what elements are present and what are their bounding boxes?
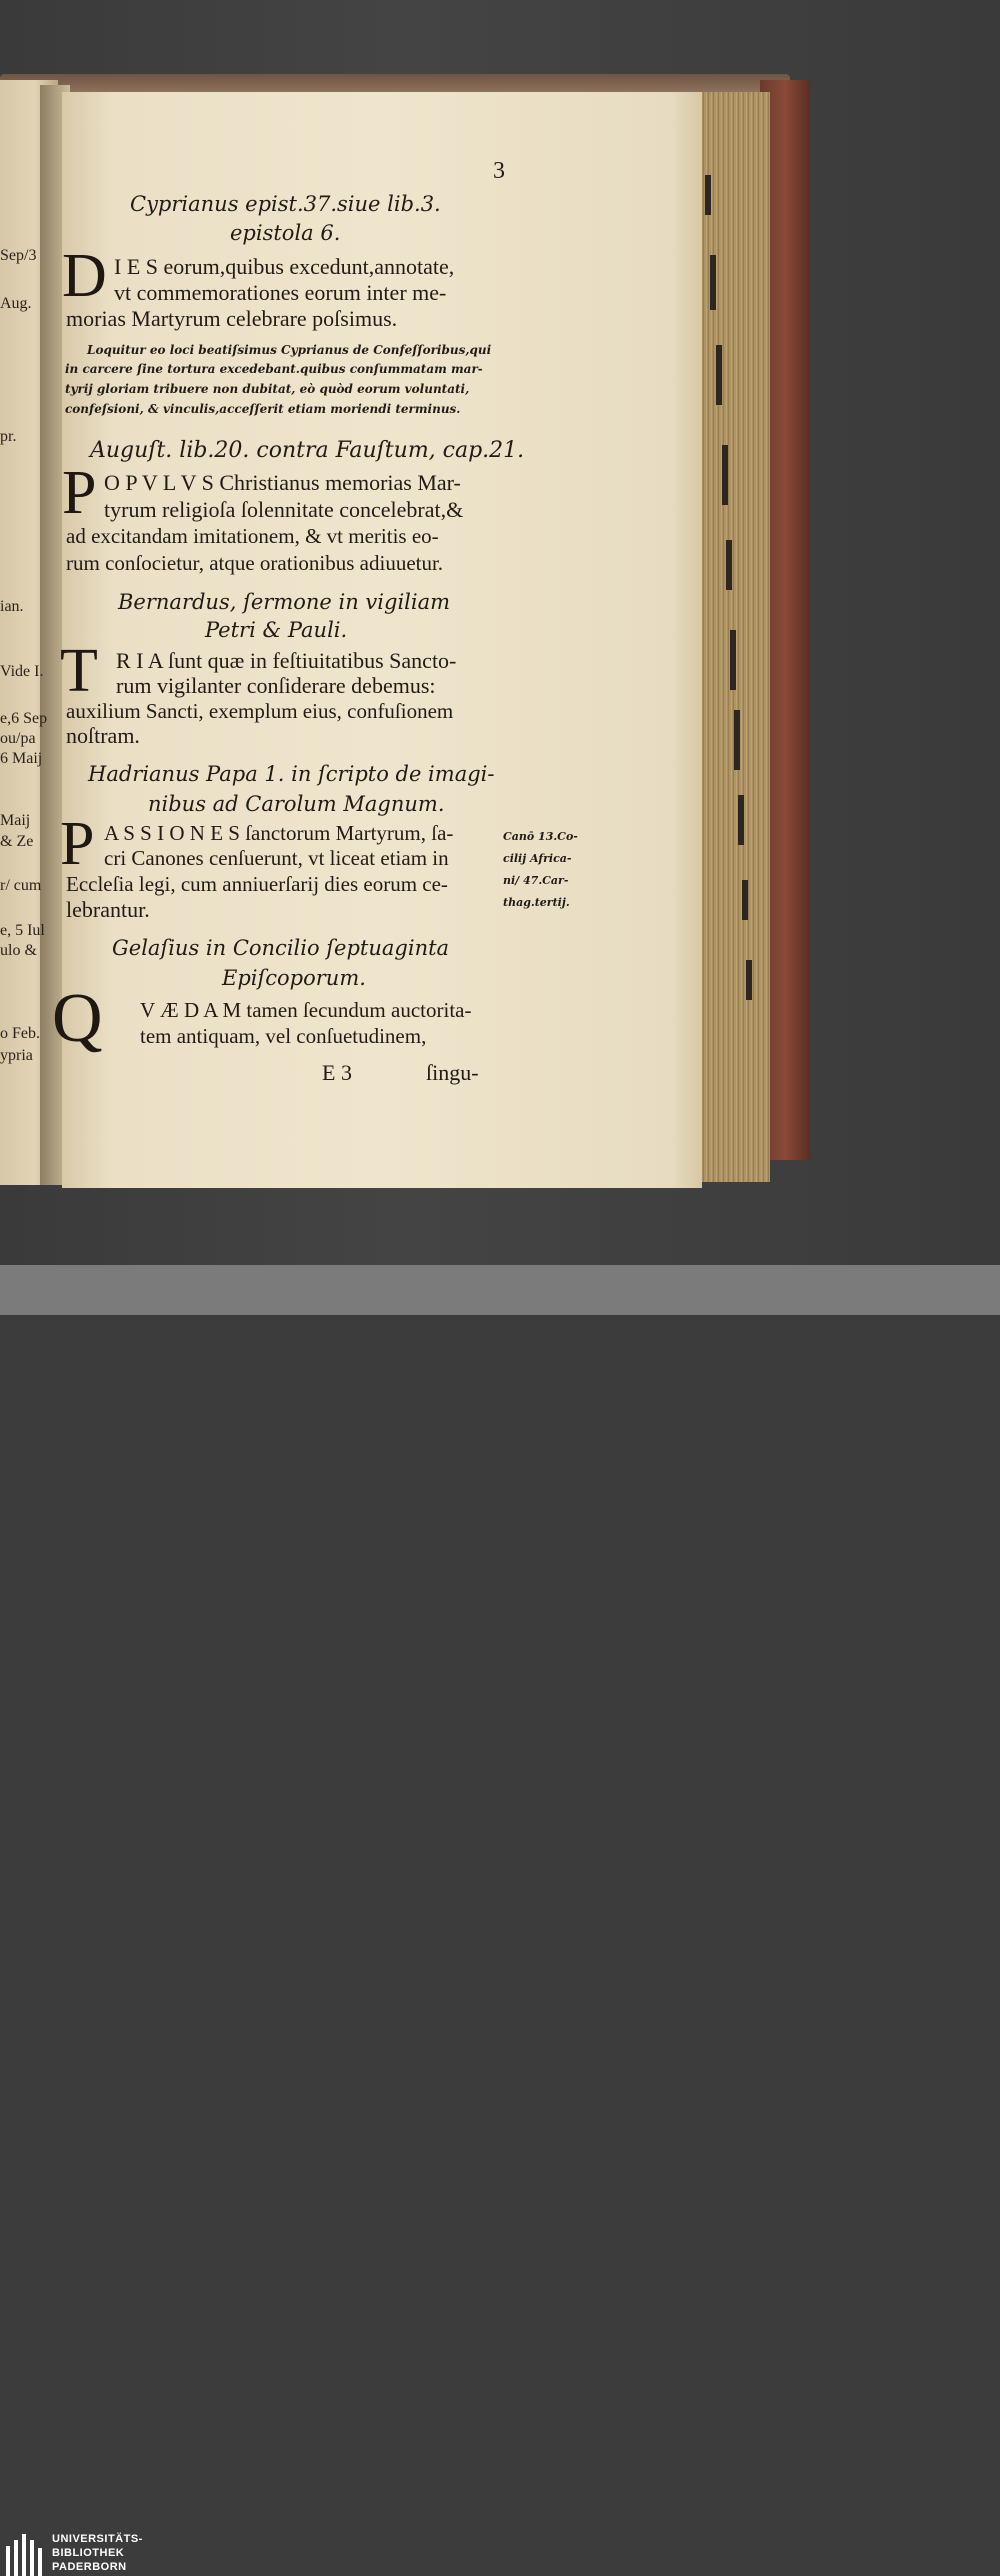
commentary-line: confeſsioni, & vinculis,acceſſerit etiam moriendi terminus. (65, 402, 461, 416)
section-heading: Cyprianus epist.37.siue lib.3. (130, 192, 441, 216)
commentary-line: in carcere ſine tortura excedebant.quibus conſummatam mar- (65, 362, 483, 376)
section-heading: Bernardus, ſermone in vigiliam (118, 590, 451, 614)
section-heading: Hadrianus Papa 1. in ſcripto de imagi- (88, 762, 495, 786)
text-line: rum vigilanter conſiderare debemus: (116, 673, 436, 698)
text-line: lebrantur. (66, 897, 150, 922)
text-line: O P V L V S Christianus memorias Mar- (104, 470, 461, 495)
left-fragment: pr. (0, 428, 17, 445)
page-tab (742, 880, 748, 920)
text-line: Eccleſia legi, cum anniuerſarij dies eorum ce- (66, 872, 448, 896)
page-tab (726, 540, 732, 590)
text-line: tem antiquam, vel conſuetudinem, (140, 1024, 427, 1048)
text-line: vt commemorationes eorum inter me- (114, 280, 447, 305)
marginal-note: Canō 13.Co- (503, 830, 578, 843)
text-line: R I A ſunt quæ in feſtiuitatibus Sancto- (116, 648, 457, 673)
page-tab (705, 175, 711, 215)
initial-letter: Q (52, 980, 103, 1057)
left-fragment: & Ze (0, 833, 34, 850)
library-name-line: UNIVERSITÄTS- (52, 2533, 143, 2545)
left-fragment: o Feb. (0, 1025, 40, 1042)
text-line: A S S I O N E S ſanctorum Martyrum, ſa- (104, 821, 454, 845)
section-heading: nibus ad Carolum Magnum. (148, 792, 445, 816)
page-tab (734, 710, 740, 770)
page-number: 3 (493, 158, 505, 184)
initial-letter: P (60, 810, 95, 878)
page-tab (710, 255, 716, 310)
section-heading: Petri & Pauli. (205, 618, 348, 642)
left-fragment: Sep/3 (0, 247, 37, 264)
section-heading: Epiſcoporum. (222, 966, 366, 990)
library-name-line: PADERBORN (52, 2561, 127, 2573)
text-line: morias Martyrum celebrare poſsimus. (66, 306, 398, 331)
text-line: ad excitandam imitationem, & vt meritis eo- (66, 524, 439, 548)
section-heading: Auguſt. lib.20. contra Fauſtum, cap.21. (90, 438, 525, 463)
library-name-line: BIBLIOTHEK (52, 2547, 125, 2559)
marginal-note: cilij Africa- (503, 852, 572, 865)
page-tab (746, 960, 752, 1000)
signature-mark: E 3 (322, 1060, 352, 1085)
text-line: noſtram. (66, 723, 140, 748)
scan-background (0, 0, 1000, 1265)
marginal-note: thag.tertij. (503, 896, 570, 909)
left-fragment: r/ cum (0, 877, 42, 894)
page-tab (716, 345, 722, 405)
left-fragment: Maij (0, 812, 31, 829)
commentary-line: Loquitur eo loci beatiſsimus Cyprianus de Confeſſoribus,qui (87, 343, 492, 357)
text-line: rum conſocietur, atque orationibus adiuuetur. (66, 551, 444, 575)
marginal-note: ni/ 47.Car- (503, 874, 569, 887)
library-logo-icon (6, 2534, 46, 2576)
initial-letter: D (62, 242, 107, 310)
text-line: tyrum religioſa ſolennitate concelebrat,& (104, 497, 464, 522)
catchword: ſingu- (426, 1060, 479, 1085)
text-line: I E S eorum,quibus excedunt,annotate, (114, 254, 455, 279)
text-line: auxilium Sancti, exemplum eius, confuſionem (66, 699, 454, 723)
initial-letter: P (62, 459, 97, 527)
footer-bar (0, 1265, 1000, 2573)
left-fragment: Aug. (0, 295, 32, 312)
left-fragment: e,6 Sep (0, 710, 48, 727)
left-fragment: e, 5 Iul (0, 922, 45, 939)
left-fragment: ypria (0, 1047, 33, 1064)
left-fragment: 6 Maij (0, 750, 43, 767)
page-tab (722, 445, 728, 505)
left-fragment: ian. (0, 598, 24, 615)
left-fragment: ou/pa (0, 730, 36, 747)
text-line: cri Canones cenſuerunt, vt liceat etiam in (104, 846, 449, 870)
commentary-line: tyrij gloriam tribuere non dubitat, eò quòd eorum voluntati, (65, 382, 470, 396)
section-heading: Gelaſius in Concilio ſeptuaginta (112, 936, 450, 960)
initial-letter: T (60, 637, 98, 705)
page-tab (730, 630, 736, 690)
left-fragment: Vide I. (0, 663, 44, 680)
text-line: V Æ D A M tamen ſecundum auctorita- (140, 998, 472, 1022)
page-tab (738, 795, 744, 845)
left-fragment: ulo & (0, 942, 37, 959)
section-heading: epistola 6. (230, 221, 341, 245)
